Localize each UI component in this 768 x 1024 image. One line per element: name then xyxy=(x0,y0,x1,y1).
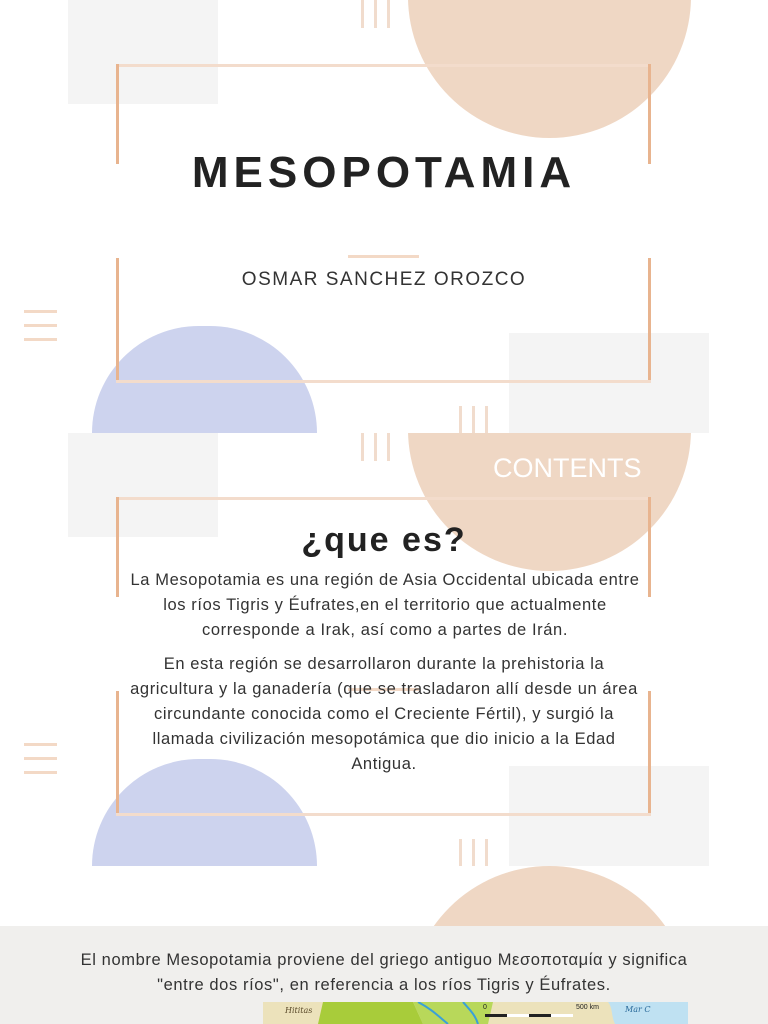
decor-dash xyxy=(24,338,57,341)
decor-dash xyxy=(24,310,57,313)
map-label-hititas: Hititas xyxy=(285,1006,313,1015)
decor-stripe xyxy=(387,433,390,461)
map-scale-zero: 0 xyxy=(483,1004,487,1011)
map-scale-label: 500 km xyxy=(576,1004,599,1011)
decor-stripe xyxy=(472,406,475,433)
frame-top-line xyxy=(116,64,651,67)
decor-grey-square xyxy=(68,0,218,104)
decor-stripe xyxy=(361,433,364,461)
decor-dash xyxy=(24,757,57,760)
contents-slide xyxy=(0,433,768,926)
decor-stripe xyxy=(485,839,488,866)
decor-grey-square xyxy=(509,333,709,433)
decor-peach-circle xyxy=(408,866,691,926)
frame-right-line xyxy=(648,691,651,815)
decor-grey-square xyxy=(509,766,709,866)
decor-stripe xyxy=(485,406,488,433)
author-name: OSMAR SANCHEZ OROZCO xyxy=(241,269,527,290)
decor-stripe xyxy=(459,406,462,433)
title-slide xyxy=(0,0,768,433)
decor-stripe xyxy=(374,0,377,28)
decor-dash xyxy=(24,324,57,327)
decor-dash xyxy=(24,771,57,774)
decor-stripe xyxy=(361,0,364,28)
frame-top-line xyxy=(116,497,651,500)
presentation-title: MESOPOTAMIA xyxy=(191,148,577,197)
section-heading: ¿que es? xyxy=(301,521,467,559)
contents-label: CONTENTS xyxy=(493,453,642,483)
mesopotamia-map-image xyxy=(263,1002,688,1024)
decor-stripe xyxy=(374,433,377,461)
decor-dash xyxy=(24,743,57,746)
frame-bottom-line xyxy=(116,813,651,816)
history-paragraph: En esta región se desarrollaron durante la prehistoria la agricultura y la ganadería (que se trasladaron allí desde un área circundante conocida como el Creciente Fértil), y surgió la llamada civilización mesopotámica que dio inicio a la Edad Antigua. xyxy=(130,655,638,773)
frame-bottom-line xyxy=(116,380,651,383)
footer-paragraph: El nombre Mesopotamia proviene del griego antiguo Μεσοποταμία y significa "entre dos ríos", en referencia a los ríos Tigris y Éufrates. xyxy=(80,951,688,994)
frame-left-line xyxy=(116,691,119,815)
decor-dash xyxy=(348,255,419,258)
decor-stripe xyxy=(472,839,475,866)
map-label-sea: Mar C xyxy=(625,1005,651,1014)
intro-paragraph: La Mesopotamia es una región de Asia Occidental ubicada entre los ríos Tigris y Éufrates,en el territorio que actualmente corresponde a Irak, así como a partes de Irán. xyxy=(130,571,640,639)
decor-stripe xyxy=(459,839,462,866)
decor-stripe xyxy=(387,0,390,28)
